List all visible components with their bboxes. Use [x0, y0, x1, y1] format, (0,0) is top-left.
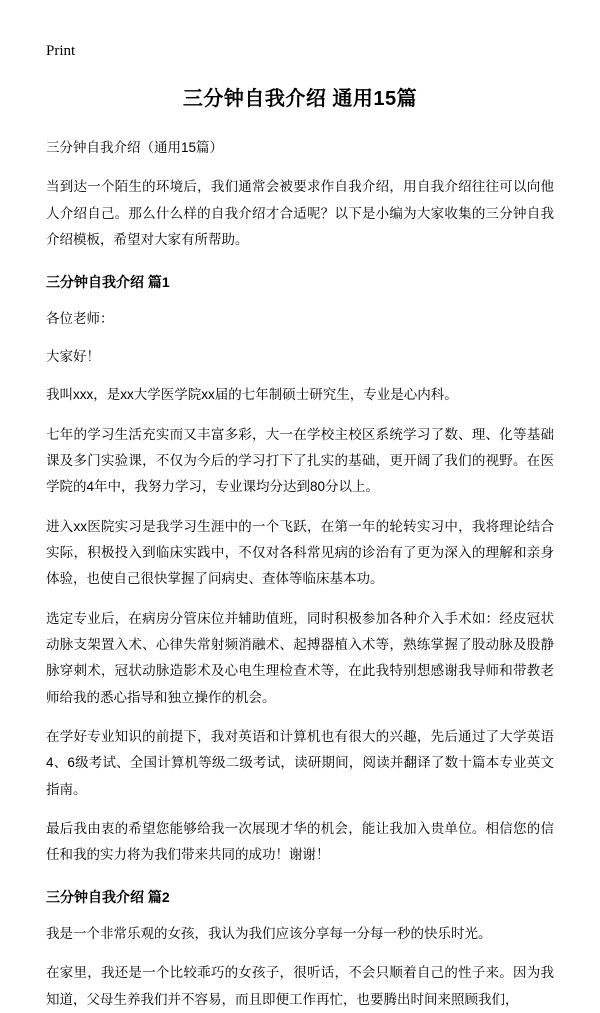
document-body: [46, 135, 554, 1013]
paragraph: 在学好专业知识的前提下，我对英语和计算机也有很大的兴趣，先后通过了大学英语4、6级考试、全国计算机等级二级考试，读研期间，阅读并翻译了数十篇本专业英文指南。: [46, 728, 554, 797]
paragraph: 选定专业后，在病房分管床位并辅助值班，同时积极参加各种介入手术如：经皮冠状动脉支架置入术、心律失常射频消融术、起搏器植入术等，熟练掌握了股动脉及股静脉穿刺术，冠状动脉造影术及心电生理检查术等，在此我特别想感谢我导师和带教老师给我的悉心指导和独立操作的机会。: [46, 610, 554, 705]
paragraph: 七年的学习生活充实而又丰富多彩，大一在学校主校区系统学习了数、理、化等基础课及多门实验课，不仅为今后的学习打下了扎实的基础，更开阔了我们的视野。在医学院的4年中，我努力学习，专业课均分达到80分以上。: [46, 426, 554, 495]
print-button[interactable]: Print: [46, 43, 76, 59]
paragraph: 大家好！: [46, 349, 100, 365]
paragraph: 三分钟自我介绍（通用15篇）: [46, 140, 224, 155]
paragraph: 当到达一个陌生的环境后，我们通常会被要求作自我介绍，用自我介绍往往可以向他人介绍自己。那么什么样的自我介绍才合适呢？以下是小编为大家收集的三分钟自我介绍模板，希望对大家有所帮助。: [46, 179, 554, 247]
paragraph: 各位老师：: [46, 310, 114, 326]
section-heading: 三分钟自我介绍 篇1: [46, 274, 170, 291]
paragraph: 在家里，我还是一个比较乖巧的女孩子，很听话，不会只顺着自己的性子来。因为我知道，父母生养我们并不容易，而且即便工作再忙，也要腾出时间来照顾我们，: [46, 965, 554, 1007]
paragraph: 最后我由衷的希望您能够给我一次展现才华的机会，能让我加入贵单位。相信您的信任和我的实力将为我们带来共同的成功！谢谢！: [46, 820, 554, 863]
paragraph: 进入xx医院实习是我学习生涯中的一个飞跃，在第一年的轮转实习中，我将理论结合实际，积极投入到临床实践中，不仅对各科常见病的诊治有了更为深入的理解和亲身体验，也使自己很快掌握了问病史、查体等临床基本功。: [46, 518, 554, 587]
section-heading: 三分钟自我介绍 篇2: [46, 889, 170, 906]
page-title: 三分钟自我介绍 通用15篇: [182, 88, 418, 110]
paragraph: 我是一个非常乐观的女孩，我认为我们应该分享每一分每一秒的快乐时光。: [46, 926, 492, 942]
paragraph: 我叫xxx，是xx大学医学院xx届的七年制硕士研究生，专业是心内科。: [46, 387, 458, 403]
